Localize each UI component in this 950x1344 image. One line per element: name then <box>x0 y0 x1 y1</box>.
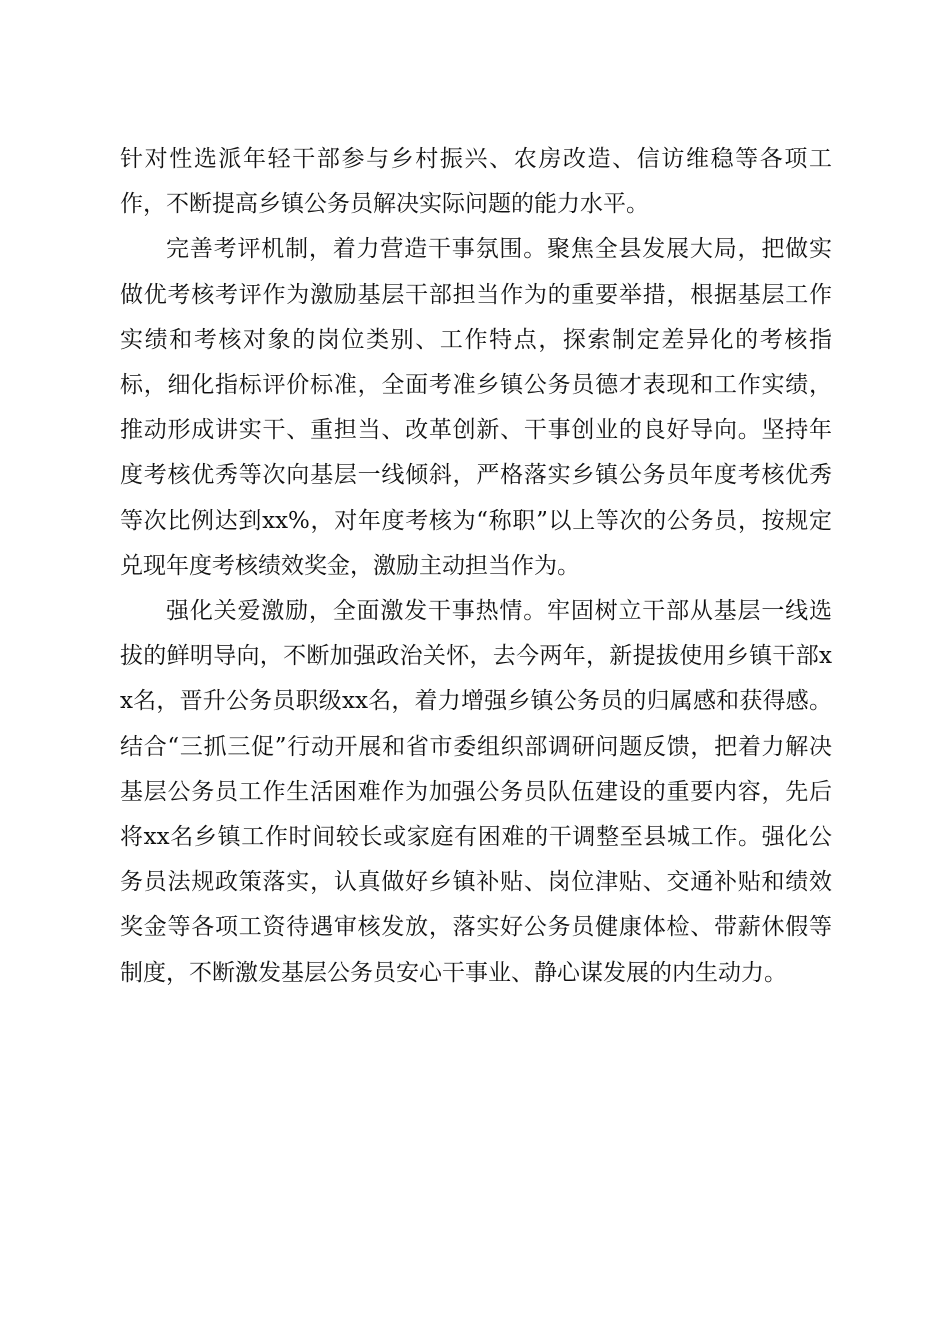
document-body <box>120 137 832 996</box>
paragraph-care-incentives: 强化关爱激励，全面激发干事热情。牢固树立干部从基层一线选拔的鲜明导向，不断加强政治关怀，去今两年，新提拔使用乡镇干部xx名，晋升公务员职级xx名，着力增强乡镇公务员的归属感和获得感。结合“三抓三促”行动开展和省市委组织部调研问题反馈，把着力解决基层公务员工作生活困难作为加强公务员队伍建设的重要内容，先后将xx名乡镇工作时间较长或家庭有困难的干调整至县城工作。强化公务员法规政策落实，认真做好乡镇补贴、岗位津贴、交通补贴和绩效奖金等各项工资待遇审核发放，落实好公务员健康体检、带薪休假等制度，不断激发基层公务员安心干事业、静心谋发展的内生动力。 <box>120 598 832 986</box>
paragraph-evaluation-mechanism: 完善考评机制，着力营造干事氛围。聚焦全县发展大局，把做实做优考核考评作为激励基层干部担当作为的重要举措，根据基层工作实绩和考核对象的岗位类别、工作特点，探索制定差异化的考核指标，细化指标评价标准，全面考准乡镇公务员德才表现和工作实绩，推动形成讲实干、重担当、改革创新、干事创业的良好导向。坚持年度考核优秀等次向基层一线倾斜，严格落实乡镇公务员年度考核优秀等次比例达到xx%，对年度考核为“称职”以上等次的公务员，按规定兑现年度考核绩效奖金，激励主动担当作为。 <box>120 236 832 579</box>
paragraph-continuation: 针对性选派年轻干部参与乡村振兴、农房改造、信访维稳等各项工作，不断提高乡镇公务员解决实际问题的能力水平。 <box>120 146 832 218</box>
